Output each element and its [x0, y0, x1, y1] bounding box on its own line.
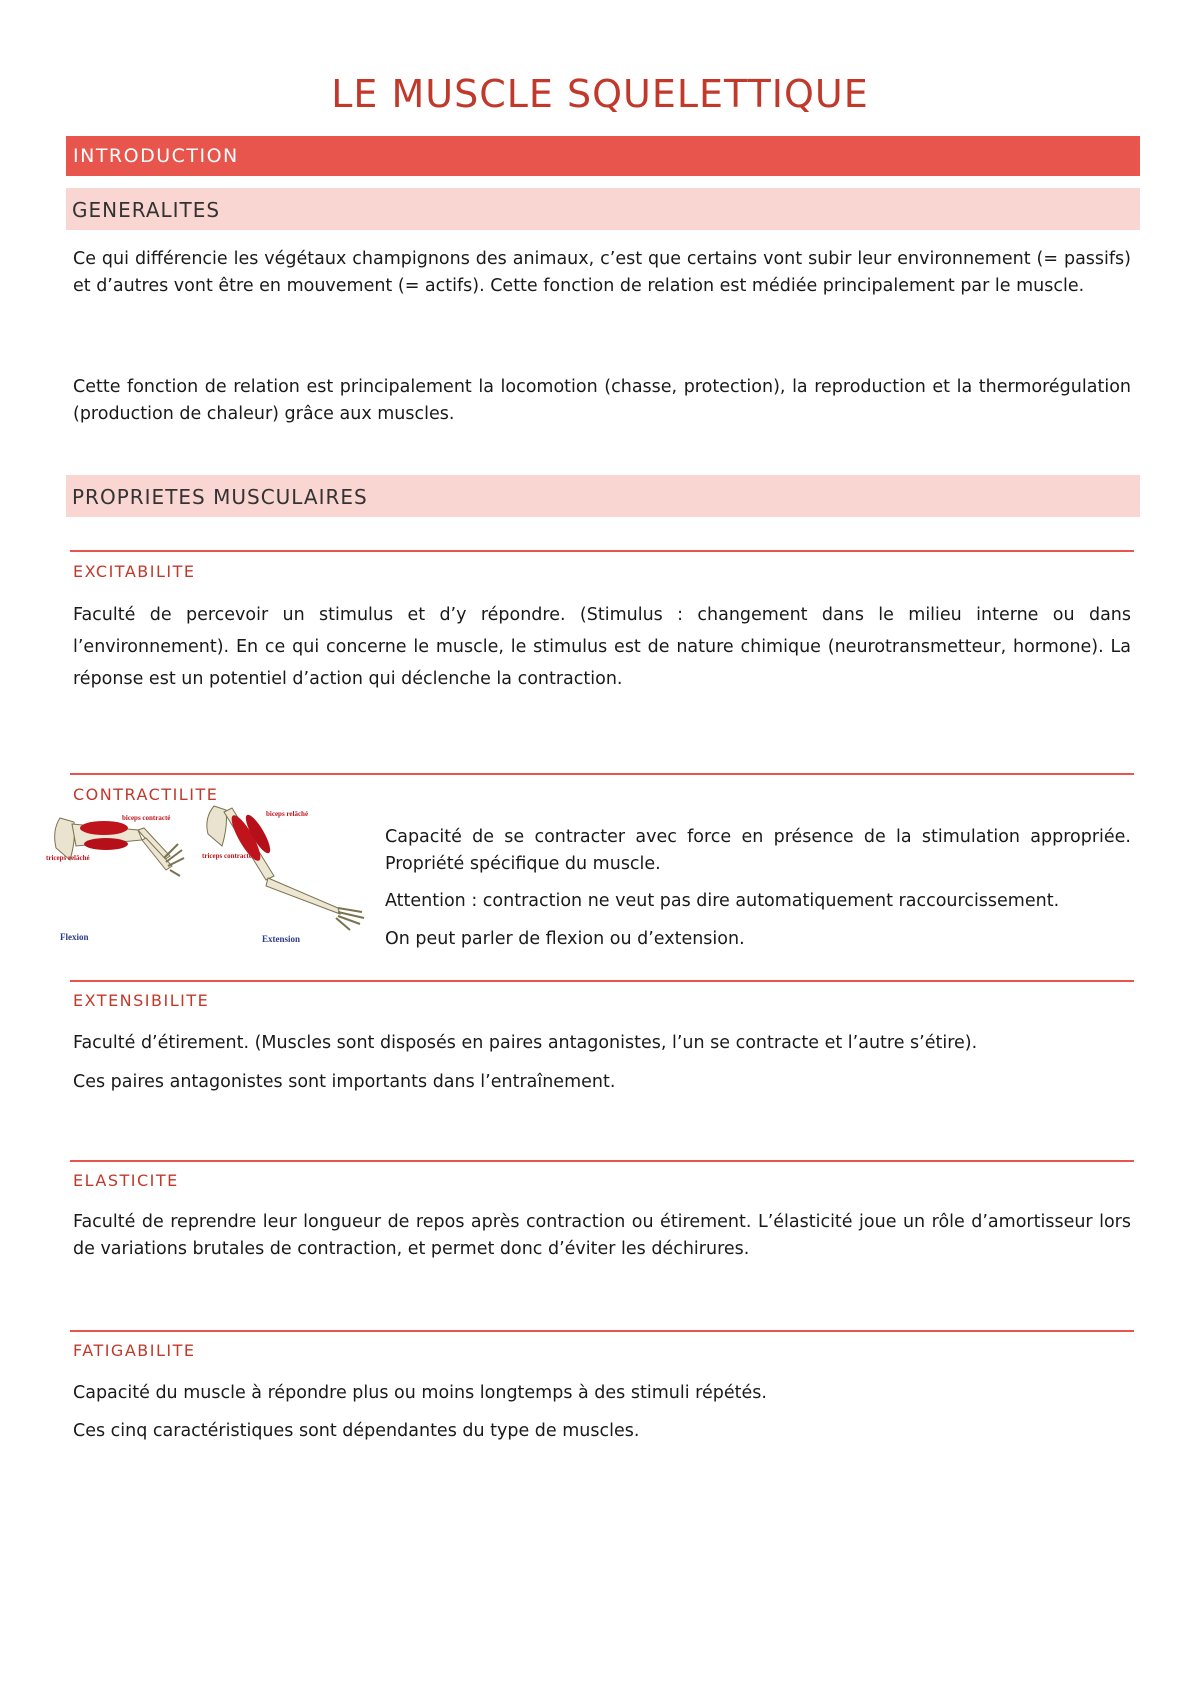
heading-fatigabilite: FATIGABILITE: [73, 1341, 196, 1360]
heading-excitabilite: EXCITABILITE: [73, 562, 196, 581]
divider-rule: [70, 1160, 1134, 1162]
subsection-band-proprietes: PROPRIETES MUSCULAIRES: [66, 475, 1140, 517]
contractilite-paragraph-1: Capacité de se contracter avec force en présence de la stimulation appropriée. Propriété spécifique du muscle.: [385, 827, 1131, 874]
divider-rule: [70, 773, 1134, 775]
generalites-paragraph-2: Cette fonction de relation est principalement la locomotion (chasse, protection), la reproduction et la thermorégulation (production de chaleur) grâce aux muscles.: [73, 377, 1131, 424]
divider-rule: [70, 550, 1134, 552]
label-triceps-contracte: triceps contracté: [202, 852, 252, 860]
label-biceps-relache: biceps relâché: [266, 810, 309, 818]
elasticite-paragraph: Faculté de reprendre leur longueur de repos après contraction ou étirement. L’élasticité joue un rôle d’amortisseur lors de variations brutales de contraction, et permet donc d’éviter les déchirures.: [73, 1212, 1131, 1259]
divider-rule: [70, 1330, 1134, 1332]
excitabilite-paragraph: Faculté de percevoir un stimulus et d’y répondre. (Stimulus : changement dans le milieu interne ou dans l’environnement). En ce qui concerne le muscle, le stimulus est de nature chimique (neurotransmetteur, hormone). La réponse est un potentiel d’action qui déclenche la contraction.: [73, 605, 1131, 689]
contractilite-paragraph-3: On peut parler de flexion ou d’extension.: [385, 929, 745, 949]
page-title: LE MUSCLE SQUELETTIQUE: [331, 72, 869, 116]
heading-elasticite: ELASTICITE: [73, 1171, 179, 1190]
heading-extensibilite: EXTENSIBILITE: [73, 991, 210, 1010]
label-extension: Extension: [262, 934, 301, 944]
extensibilite-paragraph-2: Ces paires antagonistes sont importants dans l’entraînement.: [73, 1072, 616, 1092]
arm-muscle-illustration: [46, 800, 376, 950]
subsection-band-generalites: GENERALITES: [66, 188, 1140, 230]
flexion-arm: [46, 814, 184, 942]
arm-flexion-extension-figure: [46, 800, 376, 950]
label-flexion: Flexion: [60, 932, 89, 942]
section-band-introduction: INTRODUCTION: [66, 136, 1140, 176]
generalites-paragraph-1: Ce qui différencie les végétaux champignons des animaux, c’est que certains vont subir leur environnement (= passifs) et d’autres vont être en mouvement (= actifs). Cette fonction de relation est médiée principalement par le muscle.: [73, 249, 1131, 296]
divider-rule: [70, 980, 1134, 982]
fatigabilite-paragraph-1: Capacité du muscle à répondre plus ou moins longtemps à des stimuli répétés.: [73, 1383, 767, 1403]
contractilite-paragraph-2: Attention : contraction ne veut pas dire automatiquement raccourcissement.: [385, 891, 1060, 911]
extensibilite-paragraph-1: Faculté d’étirement. (Muscles sont disposés en paires antagonistes, l’un se contracte et l’autre s’étire).: [73, 1033, 978, 1053]
label-triceps-relache: triceps relâché: [46, 854, 90, 862]
heading-contractilite: CONTRACTILITE: [73, 785, 219, 804]
extension-arm: [202, 806, 364, 944]
label-biceps-contracte: biceps contracté: [122, 814, 171, 822]
fatigabilite-paragraph-2: Ces cinq caractéristiques sont dépendantes du type de muscles.: [73, 1421, 640, 1441]
